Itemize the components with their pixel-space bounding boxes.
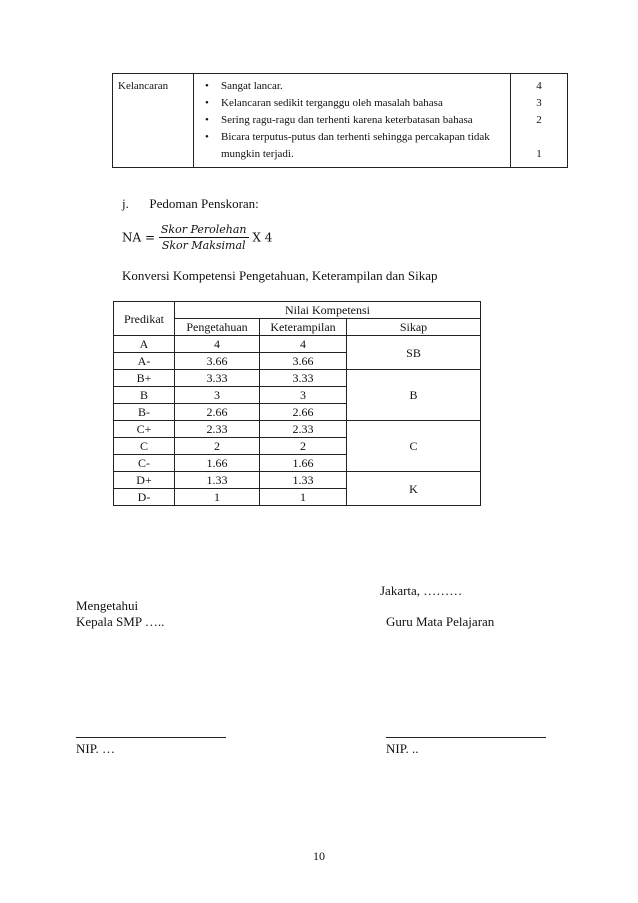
conversion-table xyxy=(113,301,481,506)
descriptor-item: • Kelancaran sedikit terganggu oleh masalah bahasa xyxy=(221,95,505,112)
scoring-letter: j. xyxy=(122,196,129,211)
header-sikap: Sikap xyxy=(347,319,481,336)
left-signature-line xyxy=(76,737,226,738)
descriptor-list xyxy=(199,78,505,163)
descriptor-item: • Sangat lancar. xyxy=(221,78,505,95)
score-value: 2 xyxy=(536,114,542,126)
page-number: 10 xyxy=(313,849,325,863)
guru-label: Guru Mata Pelajaran xyxy=(386,614,495,629)
header-keterampilan: Keterampilan xyxy=(260,319,347,336)
formula-denominator: Skor Maksimal xyxy=(161,239,246,252)
table-row xyxy=(114,421,481,438)
formula-multiplier: X 4 xyxy=(252,230,273,245)
conversion-title: Konversi Kompetensi Pengetahuan, Keterampilan dan Sikap xyxy=(122,268,438,283)
descriptor-item: • Sering ragu-ragu dan terhenti karena keterbatasan bahasa xyxy=(221,112,505,129)
cell-keterampilan: 1.66 xyxy=(260,455,347,472)
cell-keterampilan: 3 xyxy=(260,387,347,404)
cell-keterampilan: 3.66 xyxy=(260,353,347,370)
table-row xyxy=(114,472,481,489)
cell-predikat: A xyxy=(114,336,175,353)
cell-pengetahuan: 2.66 xyxy=(175,404,260,421)
cell-predikat: D+ xyxy=(114,472,175,489)
cell-pengetahuan: 1 xyxy=(175,489,260,506)
rubric-row xyxy=(113,74,568,168)
cell-pengetahuan: 3.33 xyxy=(175,370,260,387)
score-spacer xyxy=(516,129,562,146)
score-value: 3 xyxy=(536,97,542,109)
formula-fraction xyxy=(159,223,249,252)
table-row xyxy=(114,336,481,353)
header-pengetahuan: Pengetahuan xyxy=(175,319,260,336)
formula-lhs: NA = xyxy=(122,230,156,245)
place-date: Jakarta, ……… xyxy=(380,583,463,598)
cell-predikat: C xyxy=(114,438,175,455)
cell-sikap: C xyxy=(347,421,481,472)
cell-pengetahuan: 1.33 xyxy=(175,472,260,489)
cell-predikat: B+ xyxy=(114,370,175,387)
cell-keterampilan: 4 xyxy=(260,336,347,353)
cell-predikat: B- xyxy=(114,404,175,421)
right-signature-line xyxy=(386,737,546,738)
right-nip: NIP. .. xyxy=(386,741,419,756)
scoring-formula xyxy=(122,223,272,252)
cell-keterampilan: 2 xyxy=(260,438,347,455)
header-predikat: Predikat xyxy=(114,302,175,336)
cell-pengetahuan: 3 xyxy=(175,387,260,404)
cell-sikap: K xyxy=(347,472,481,506)
scoring-heading xyxy=(122,196,259,212)
cell-keterampilan: 1 xyxy=(260,489,347,506)
cell-pengetahuan: 2.33 xyxy=(175,421,260,438)
cell-pengetahuan: 4 xyxy=(175,336,260,353)
cell-predikat: C- xyxy=(114,455,175,472)
rubric-table xyxy=(112,73,568,168)
cell-predikat: B xyxy=(114,387,175,404)
cell-keterampilan: 3.33 xyxy=(260,370,347,387)
cell-sikap: B xyxy=(347,370,481,421)
rubric-criterion: Kelancaran xyxy=(113,74,194,168)
cell-pengetahuan: 1.66 xyxy=(175,455,260,472)
formula-numerator: Skor Perolehan xyxy=(160,223,247,236)
cell-sikap: SB xyxy=(347,336,481,370)
cell-pengetahuan: 2 xyxy=(175,438,260,455)
left-nip: NIP. … xyxy=(76,741,116,756)
cell-predikat: D- xyxy=(114,489,175,506)
mengetahui-label: Mengetahui xyxy=(76,598,139,613)
header-nilai-kompetensi: Nilai Kompetensi xyxy=(175,302,481,319)
descriptor-item: • Bicara terputus-putus dan terhenti sehingga percakapan tidak mungkin terjadi. xyxy=(221,129,505,163)
scoring-title: Pedoman Penskoran: xyxy=(149,196,259,211)
cell-predikat: C+ xyxy=(114,421,175,438)
table-row xyxy=(114,370,481,387)
cell-predikat: A- xyxy=(114,353,175,370)
kepala-smp-label: Kepala SMP ….. xyxy=(76,614,165,629)
cell-keterampilan: 1.33 xyxy=(260,472,347,489)
cell-keterampilan: 2.33 xyxy=(260,421,347,438)
cell-pengetahuan: 3.66 xyxy=(175,353,260,370)
cell-keterampilan: 2.66 xyxy=(260,404,347,421)
rubric-scores xyxy=(511,74,568,168)
conv-header-row xyxy=(114,302,481,319)
score-value: 4 xyxy=(536,80,542,92)
rubric-descriptors xyxy=(194,74,511,168)
score-value: 1 xyxy=(536,148,542,160)
